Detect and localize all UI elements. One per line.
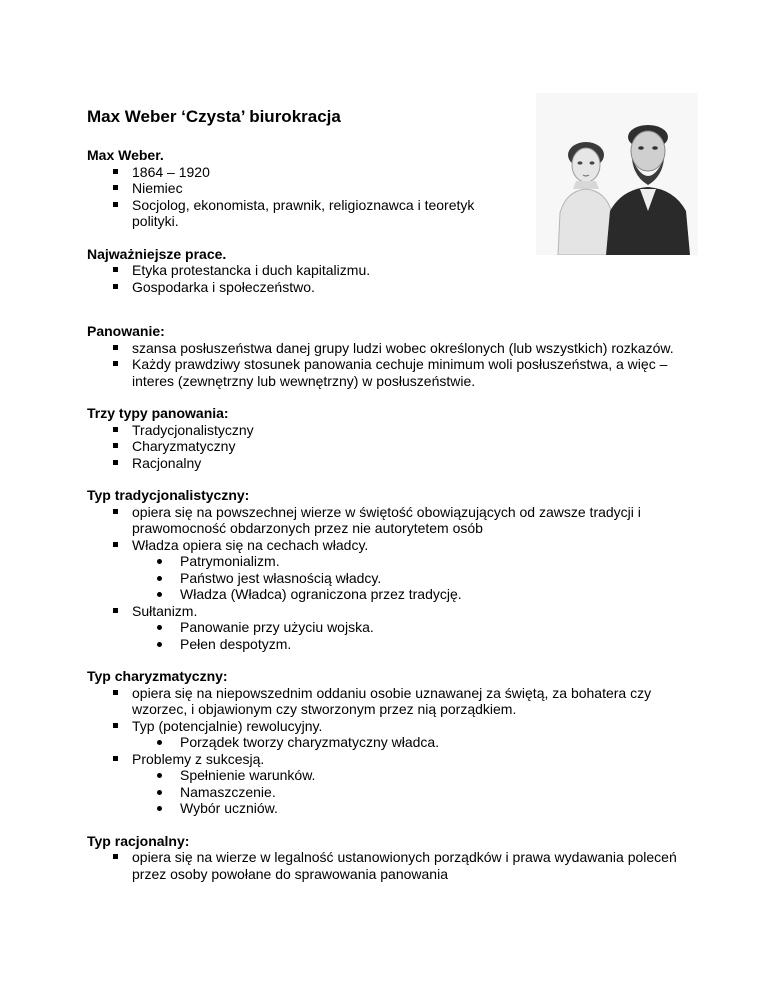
list-item	[87, 340, 687, 357]
list-item-text: opiera się na powszechnej wierze w świętość obowiązujących od zawsze tradycji i prawomocność obdarzonych przez nie autorytetem osób	[132, 503, 641, 536]
bullet-list	[87, 685, 687, 817]
list-item	[87, 504, 687, 537]
sub-list-item: Spełnienie warunków.	[132, 767, 687, 784]
list-item	[87, 603, 687, 653]
bullet-list	[87, 340, 687, 390]
list-item-text: Problemy z sukcesją.	[132, 750, 265, 767]
list-item-text: 1864 – 1920	[132, 163, 210, 180]
section-heading: Panowanie:	[87, 323, 165, 339]
section	[87, 487, 687, 652]
list-item	[87, 262, 687, 279]
list-item	[87, 718, 687, 751]
list-item	[87, 685, 687, 718]
list-item	[87, 197, 517, 230]
section	[87, 668, 687, 817]
bullet-list	[87, 849, 687, 882]
section-heading: Trzy typy panowania:	[87, 405, 229, 421]
sub-list	[132, 734, 687, 751]
list-item-text: opiera się na wierze w legalność ustanowionych porządków i prawa wydawania poleceń przez osoby powołane do sprawowania panowania	[132, 849, 677, 882]
bullet-list	[87, 504, 687, 653]
list-item-text: opiera się na niepowszednim oddaniu osobie uznawanej za świętą, za bohatera czy wzorzec, i objawionym czy stworzonym przez nią porządkiem.	[132, 684, 652, 717]
bullet-list	[87, 164, 517, 230]
list-item-text: Tradycjonalistyczny	[132, 421, 254, 438]
sub-list-item: Patrymonializm.	[132, 553, 687, 570]
list-item	[87, 180, 517, 197]
sub-list	[132, 553, 687, 603]
section-heading: Typ racjonalny:	[87, 832, 190, 849]
section	[87, 833, 687, 883]
list-item-text: Każdy prawdziwy stosunek panowania cechuje minimum woli posłuszeństwa, a więc – interes (zewnętrzny lub wewnętrzny) w posłuszeństwie.	[132, 356, 668, 389]
section	[87, 246, 687, 296]
list-item	[87, 751, 687, 817]
sub-list-item: Porządek tworzy charyzmatyczny władca.	[132, 734, 687, 751]
list-item-text: Gospodarka i społeczeństwo.	[132, 278, 315, 295]
list-item	[87, 164, 517, 181]
section	[87, 405, 687, 471]
sub-list-item: Namaszczenie.	[132, 784, 687, 801]
list-item-text: Socjolog, ekonomista, prawnik, religioznawca i teoretyk polityki.	[132, 196, 475, 229]
section	[87, 323, 687, 389]
sub-list-item: Panowanie przy użyciu wojska.	[132, 619, 687, 636]
list-item	[87, 422, 687, 439]
list-item-text: Niemiec	[132, 180, 183, 196]
list-item-text: Władza opiera się na cechach władcy.	[132, 536, 369, 553]
list-item-text: szansa posłuszeństwa danej grupy ludzi wobec określonych (lub wszystkich) rozkazów.	[132, 339, 674, 356]
sub-list	[132, 619, 687, 652]
list-item	[87, 438, 687, 455]
bullet-list	[87, 262, 687, 295]
section-heading: Typ charyzmatyczny:	[87, 668, 228, 684]
list-item-text: Etyka protestancka i duch kapitalizmu.	[132, 262, 371, 278]
list-item-text: Racjonalny	[132, 454, 202, 471]
list-item	[87, 455, 687, 472]
section	[87, 147, 687, 230]
document-body	[87, 147, 687, 898]
sub-list-item: Państwo jest własnością władcy.	[132, 570, 687, 587]
list-item	[87, 356, 687, 389]
sub-list-item: Wybór uczniów.	[132, 800, 687, 817]
sub-list	[132, 767, 687, 817]
list-item-text: Sułtanizm.	[132, 602, 198, 619]
bullet-list	[87, 422, 687, 472]
list-item	[87, 849, 687, 882]
list-item	[87, 537, 687, 603]
section-heading: Max Weber.	[87, 147, 164, 163]
section-heading: Typ tradycjonalistyczny:	[87, 487, 250, 503]
sub-list-item: Władza (Władca) ograniczona przez tradycję.	[132, 586, 687, 603]
list-item	[87, 279, 687, 296]
list-item-text: Typ (potencjalnie) rewolucyjny.	[132, 717, 323, 734]
sub-list-item: Pełen despotyzm.	[132, 636, 687, 653]
page-title: Max Weber ‘Czysta’ biurokracja	[87, 107, 341, 126]
list-item-text: Charyzmatyczny	[132, 438, 236, 454]
section-heading: Najważniejsze prace.	[87, 245, 227, 262]
